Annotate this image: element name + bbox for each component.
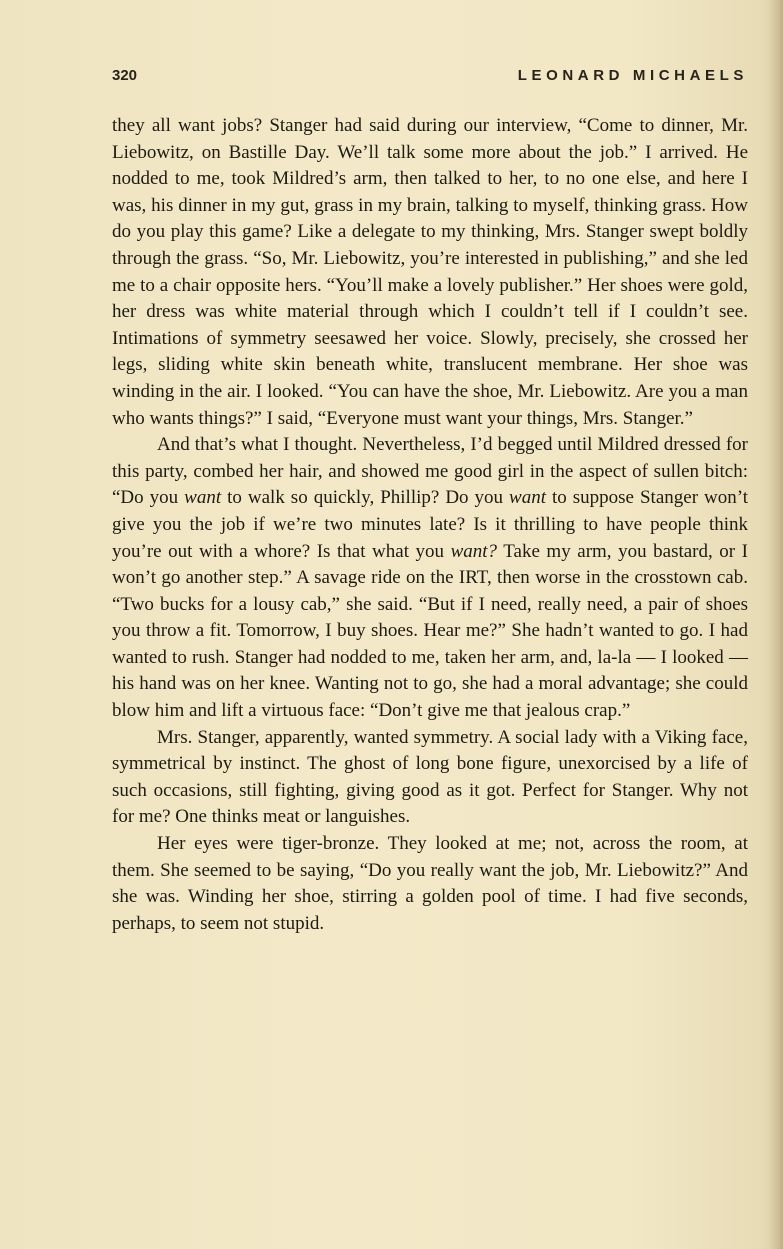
- page-number: 320: [112, 67, 138, 84]
- running-head: [112, 67, 748, 91]
- body-text: [112, 113, 748, 937]
- emphasis-want-2: want: [509, 487, 546, 509]
- paragraph-2-text-a: And that’s what I thought. Nevertheless, I’d begged until Mildred dressed for this party, combed her hair, and showed me good girl in the aspect of sullen bitch: “Do you: [112, 434, 748, 509]
- author-running-head: LEONARD MICHAELS: [517, 67, 748, 84]
- page-edge-shadow: [769, 0, 783, 1249]
- paragraph-4: Her eyes were tiger-bronze. They looked at me; not, across the room, at them. She seemed to be saying, “Do you really want the job, Mr. Liebowitz?” And she was. Winding her shoe, stirring a golden pool of time. I had five seconds, perhaps, to seem not stupid.: [112, 833, 748, 934]
- paragraph-2-text-d: Take my arm, you bastard, or I won’t go another step.” A savage ride on the IRT, then worse in the crosstown cab. “Two bucks for a lousy cab,” she said. “But if I need, really need, a pair of shoes you throw a fit. Tomorrow, I buy shoes. Hear me?” She hadn’t wanted to go. I had wanted to rush. Stanger had nodded to me, taken her arm, and, la-la — I looked — his hand was on her knee. Wanting not to go, she had a moral advantage; she could blow him and lift a virtuous face: “Don’t give me that jealous crap.”: [112, 540, 749, 722]
- emphasis-want-1: want: [184, 487, 222, 509]
- paragraph-2-text-c: to suppose Stanger won’t give you the job if we’re two minutes late? Is it thrilling to have people think you’re out with a whore? Is that what you: [112, 487, 749, 562]
- paragraph-3: Mrs. Stanger, apparently, wanted symmetry. A social lady with a Viking face, symmetrical by instinct. The ghost of long bone figure, unexorcised by a life of such occasions, still fighting, giving good as it got. Perfect for Stanger. Why not for me? One thinks meat or languishes.: [112, 726, 748, 828]
- paragraph-2-text-b: to walk so quickly, Phillip? Do you: [221, 487, 510, 509]
- emphasis-want-3: want?: [450, 540, 498, 562]
- paragraph-1: they all want jobs? Stanger had said during our interview, “Come to dinner, Mr. Liebowitz, on Bastille Day. We’ll talk some more about the job.” I arrived. He nodded to me, took Mildred’s arm, then talked to her, to no one else, and here I was, his dinner in my gut, grass in my brain, talking to myself, thinking grass. How do you play this game? Like a delegate to my thinking, Mrs. Stanger swept boldly through the grass. “So, Mr. Liebowitz, you’re interested in publishing,” and she led me to a chair opposite hers. “You’ll make a lovely publisher.” Her shoes were gold, her dress was white material through which I couldn’t tell if I couldn’t see. Intimations of symmetry seesawed her voice. Slowly, precisely, she crossed her legs, sliding white skin beneath white, translucent membrane. Her shoe was winding in the air. I looked. “You can have the shoe, Mr. Liebowitz. Are you a man who wants things?” I said, “Everyone must want your things, Mrs. Stanger.”: [112, 115, 748, 429]
- paragraph-2: [112, 432, 748, 725]
